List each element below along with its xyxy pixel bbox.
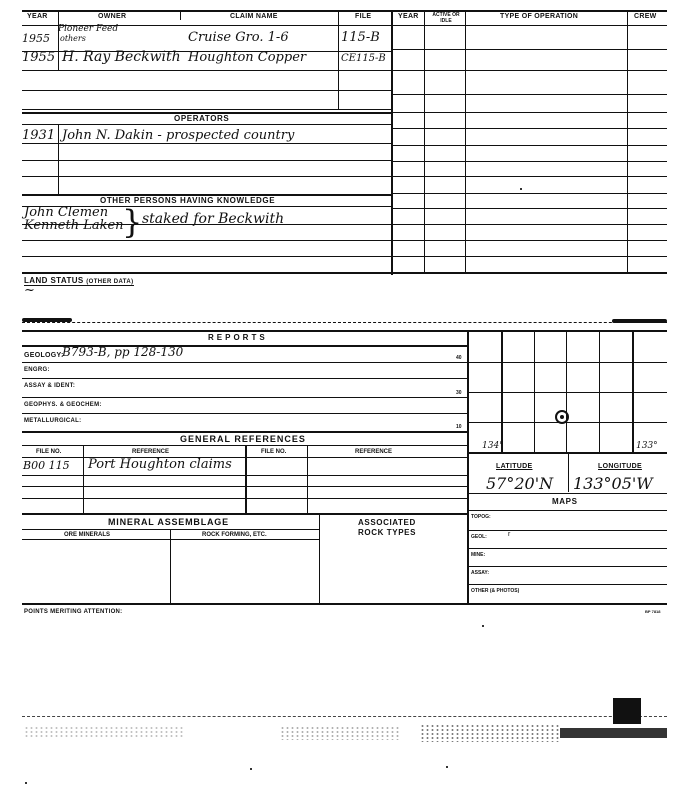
scan-block [613, 698, 641, 724]
rule [22, 240, 391, 241]
claim-name: Houghton Copper [188, 50, 307, 65]
ore-minerals-label: ORE MINERALS [64, 532, 111, 538]
engrg-label: ENGRG: [24, 367, 50, 373]
assay-ident-label: ASSAY & IDENT: [24, 383, 76, 389]
rule [22, 413, 467, 414]
operators-title: OPERATORS [174, 114, 230, 123]
rule [22, 431, 467, 433]
col-reference: REFERENCE [132, 449, 170, 455]
rule [391, 112, 667, 113]
scan-line [22, 716, 667, 717]
rule [22, 10, 667, 12]
topog-label: TOPOG: [471, 514, 491, 520]
rule [467, 566, 667, 567]
speck [25, 782, 27, 784]
rule [391, 193, 667, 194]
rule [22, 25, 667, 26]
grid-line [467, 362, 667, 363]
latitude-label: LATITUDE [496, 463, 533, 470]
header-owner: OWNER [98, 13, 127, 20]
grid-line [467, 452, 667, 454]
land-status-title: LAND STATUS [24, 276, 84, 285]
grid-line [467, 392, 667, 393]
rule [22, 378, 467, 379]
rule [22, 486, 467, 487]
rule [22, 256, 391, 257]
reference-file-no: B00 115 [23, 459, 70, 472]
latitude-value: 57°20'N [486, 474, 554, 493]
col-line [319, 513, 320, 603]
rock-forming-label: ROCK FORMING, ETC. [202, 532, 267, 538]
rule [391, 240, 667, 241]
mine-label: MINE: [471, 552, 486, 558]
col-line [307, 445, 308, 513]
knowledge-title: OTHER PERSONS HAVING KNOWLEDGE [100, 196, 276, 205]
rule [22, 362, 467, 363]
location-marker-icon [555, 410, 569, 424]
knowledge-note: staked for Beckwith [142, 211, 285, 227]
scan-noise [420, 724, 560, 742]
land-status-sub: (OTHER DATA) [86, 279, 134, 285]
knowledge-name: Kenneth Laken [24, 218, 124, 233]
col-line [58, 124, 59, 194]
geology-label: GEOLOGY: [24, 352, 64, 359]
col-reference-2: REFERENCE [355, 449, 393, 455]
rule [22, 322, 667, 323]
rule [391, 161, 667, 162]
col-line [170, 529, 171, 603]
header-crew: CREW [634, 13, 657, 20]
points-meriting-label: POINTS MERITING ATTENTION: [24, 609, 123, 615]
rule [22, 513, 467, 515]
header-year: YEAR [27, 13, 48, 20]
speck [250, 768, 252, 770]
form-number: BP 7818 [645, 609, 661, 614]
rule [22, 90, 391, 91]
header-claim-name: CLAIM NAME [230, 13, 278, 20]
scan-noise [280, 726, 400, 740]
marker-dot [560, 415, 564, 419]
rule [391, 176, 667, 177]
col-line [568, 452, 569, 492]
claim-name: Cruise Gro. 1-6 [188, 30, 289, 45]
rule [22, 397, 467, 398]
rule [391, 145, 667, 146]
rule [391, 256, 667, 257]
land-status-label [24, 276, 134, 286]
rule [22, 70, 391, 71]
operator-text: John N. Dakin - prospected country [62, 128, 295, 143]
col-line [180, 12, 181, 20]
rule [22, 176, 391, 177]
knowledge-name: John Clemen [24, 205, 109, 220]
rule [22, 109, 391, 110]
header-file: FILE [355, 13, 372, 20]
col-line [338, 10, 339, 110]
rule [391, 49, 667, 50]
rule [22, 603, 667, 605]
geol-label: GEOL: [471, 534, 487, 540]
smear [612, 319, 667, 323]
rule [22, 498, 467, 499]
speck [446, 766, 448, 768]
rule [391, 208, 667, 209]
right-longitude: 133° [636, 441, 658, 451]
file-number: CE115-B [341, 53, 386, 64]
file-number: 115-B [341, 30, 380, 45]
geol-value: r [508, 531, 511, 538]
rule [22, 160, 391, 161]
col-line [58, 10, 59, 70]
maps-title: MAPS [552, 497, 578, 506]
rule [391, 224, 667, 225]
assay-label: ASSAY: [471, 570, 490, 576]
owner-name: H. Ray Beckwith [62, 49, 181, 65]
rule [467, 493, 667, 494]
rule [22, 124, 391, 125]
col-line [245, 445, 247, 513]
rule [22, 330, 667, 332]
longitude-value: 133°05'W [573, 474, 653, 493]
margin-mark: 30 [456, 390, 462, 396]
divider [467, 330, 469, 603]
grid-line [467, 422, 667, 423]
geophys-label: GEOPHYS. & GEOCHEM: [24, 402, 102, 408]
rule [391, 128, 667, 129]
mineral-assemblage-title: MINERAL ASSEMBLAGE [108, 517, 229, 527]
scan-smudge [560, 728, 667, 738]
rock-types-label: ROCK TYPES [358, 528, 417, 537]
rule [391, 94, 667, 95]
metallurgical-label: METALLURGICAL: [24, 418, 82, 424]
land-status-value: ~ [24, 283, 35, 298]
scan-noise [24, 726, 184, 738]
longitude-label: LONGITUDE [598, 463, 642, 470]
col-file-no-2: FILE NO. [261, 449, 287, 455]
brace: } [122, 203, 143, 241]
speck [482, 625, 484, 627]
speck [520, 188, 522, 190]
associated-label: ASSOCIATED [358, 518, 416, 527]
reference-text: Port Houghton claims [88, 457, 232, 472]
header-year-2: YEAR [398, 13, 419, 20]
rule [467, 510, 667, 511]
margin-mark: 10 [456, 424, 462, 430]
col-file-no: FILE NO. [36, 449, 62, 455]
margin-mark: 40 [456, 355, 462, 361]
header-active-idle: ACTIVE OR IDLE [432, 12, 460, 24]
general-references-title: GENERAL REFERENCES [180, 434, 306, 444]
rule [467, 530, 667, 531]
left-longitude: 134° [482, 441, 504, 451]
col-line [83, 445, 84, 513]
geology-value: B793-B, pp 128-130 [62, 345, 184, 359]
operator-year: 1931 [22, 128, 56, 143]
owner-year: 1955 [22, 50, 56, 65]
other-photos-label: OTHER (& PHOTOS) [471, 588, 520, 594]
header-type-of-operation: TYPE OF OPERATION [500, 13, 579, 20]
rule [22, 272, 667, 274]
owner-year: 1955 [22, 32, 50, 45]
rule [22, 143, 391, 144]
rule [22, 475, 467, 476]
rule [391, 70, 667, 71]
reports-title: REPORTS [208, 333, 268, 342]
rule [467, 584, 667, 585]
owner-name: Pioneer Feed [58, 24, 119, 34]
owner-others: others [60, 34, 86, 43]
rule [467, 548, 667, 549]
